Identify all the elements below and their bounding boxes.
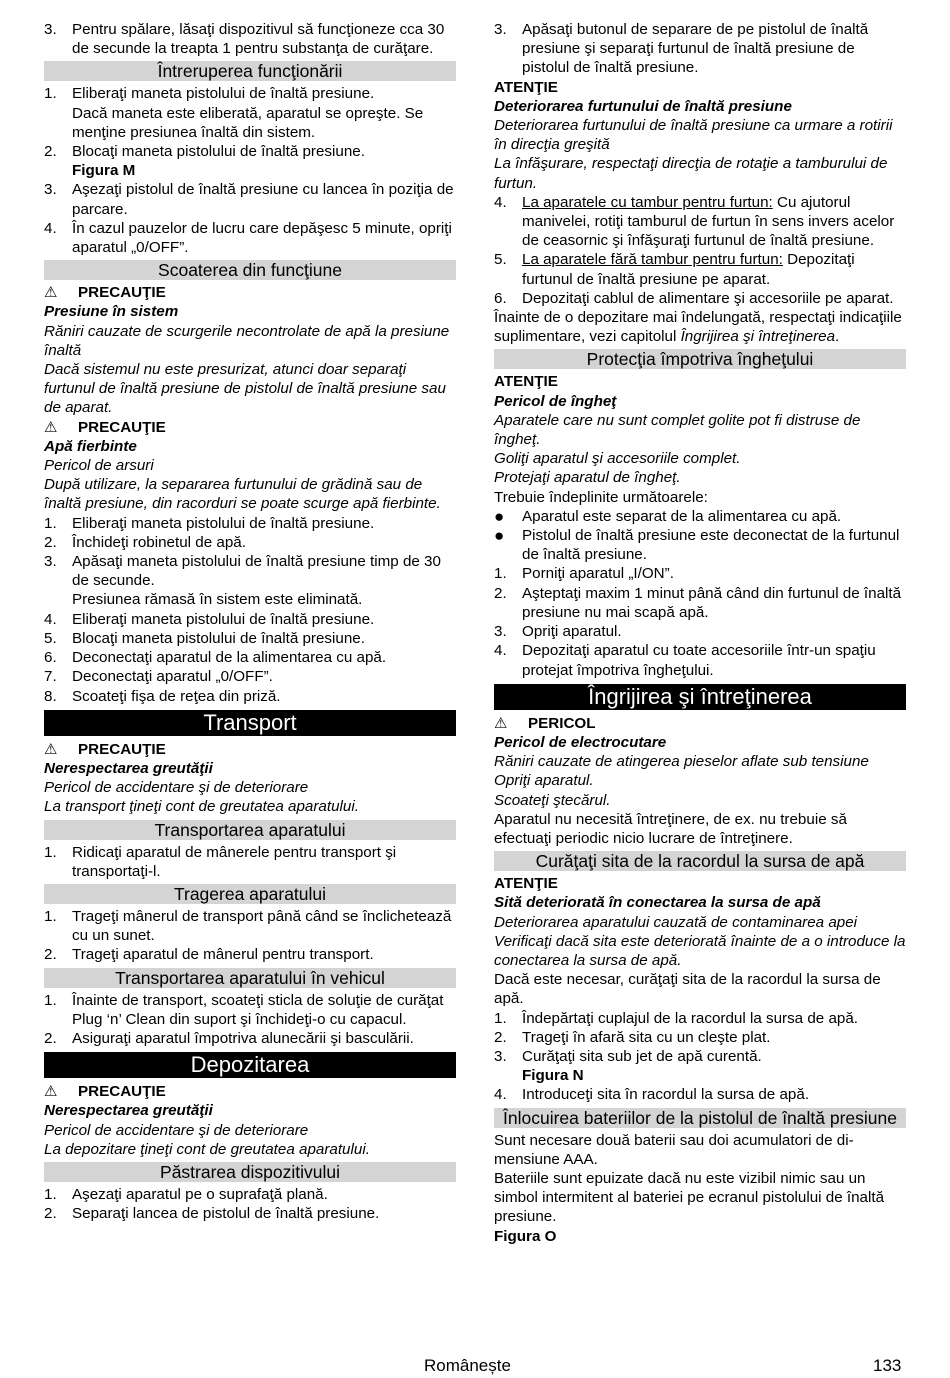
list-item: 8. Scoateţi fişa de reţea din priză. bbox=[44, 687, 281, 705]
warning-text: Aparatele care nu sunt complet golite pot fi distruse de îngheţ. bbox=[494, 411, 861, 449]
warning-text: Pericol de accidentare şi de deteriorare bbox=[44, 1121, 309, 1139]
warning-text: La transport ţineţi cont de greutatea aparatului. bbox=[44, 798, 359, 816]
paragraph: Trebuie îndeplinite următoarele: bbox=[494, 488, 708, 506]
chapter-reference: Îngrijirea şi întreţinerea bbox=[680, 328, 836, 346]
step-note: Dacă maneta este eliberată, aparatul se opreşte. Se menţine presiunea înaltă din sistem. bbox=[72, 104, 424, 141]
section-heading: Scoaterea din funcţiune bbox=[44, 260, 456, 280]
section-heading: Înlocuirea bateriilor de la pistolul de înaltă presiune bbox=[494, 1108, 906, 1128]
list-item: 4. În cazul pauzelor de lucru care depăşesc 5 minute, opriţi aparatul „0/OFF”. bbox=[44, 219, 452, 257]
list-item: 2. Asiguraţi aparatul împotriva alunecării şi basculării. bbox=[44, 1029, 414, 1047]
list-item: 3. Apăsaţi butonul de separare de pe pistolul de înaltă presiune şi separaţi furtunul de înaltă presiune de pistolul de înaltă presiune. bbox=[494, 21, 869, 77]
list-item: 3. Curăţaţi sita sub jet de apă curentă. bbox=[494, 1047, 762, 1065]
warning-text: Răniri cauzate de scurgerile necontrolate de apă la presiune înaltă bbox=[44, 322, 450, 359]
section-heading: Transportarea aparatului în vehicul bbox=[44, 968, 456, 988]
list-item: 4. La aparatele cu tambur pentru furtun: Cu ajutorul manivelei, rotiţi tamburul de furtun în sens invers acelor de ceasornic şi înfăşuraţi furtunul de înaltă presiune. bbox=[494, 193, 895, 250]
page-number: 133 bbox=[873, 1356, 902, 1375]
list-item: 4. Introduceţi sita în racordul la sursa de apă. bbox=[494, 1086, 810, 1104]
list-item: 4. Eliberaţi maneta pistolului de înaltă presiune. bbox=[44, 610, 375, 628]
paragraph: Bateriile sunt epuizate dacă nu este vizibil nimic sau un simbol intermitent al bateriei pe ecranul pistolului de înaltă presiune. bbox=[494, 1169, 885, 1226]
paragraph: Dacă este necesar, curăţaţi sita de la racordul la sursa de apă. bbox=[494, 971, 881, 1008]
list-item: 2. Trageţi în afară sita cu un cleşte plat. bbox=[494, 1028, 771, 1046]
section-heading: Tragerea aparatului bbox=[44, 884, 456, 904]
warning-title: Nerespectarea greutăţii bbox=[44, 1102, 213, 1120]
list-item: 3. Apăsaţi maneta pistolului de înaltă presiune timp de 30 de secunde. bbox=[44, 553, 441, 590]
list-item: 2. Aşteptaţi maxim 1 minut până când din furtunul de înaltă presiune nu mai scapă apă. bbox=[494, 584, 902, 621]
warning-text: Răniri cauzate de atingerea pieselor aflate sub tensiune bbox=[494, 753, 869, 771]
caution-label: ⚠ PRECAUŢIE bbox=[44, 418, 166, 436]
list-item: 2. Trageţi aparatul de mânerul pentru transport. bbox=[44, 946, 374, 964]
warning-triangle-icon: ⚠ bbox=[44, 740, 58, 758]
warning-text: La depozitare ţineţi cont de greutatea aparatului. bbox=[44, 1140, 370, 1158]
warning-triangle-icon: ⚠ bbox=[44, 418, 58, 436]
warning-title: Pericol de îngheţ bbox=[494, 392, 617, 410]
attention-label: ATENŢIE bbox=[494, 373, 558, 391]
list-item: 5. Blocaţi maneta pistolului de înaltă presiune. bbox=[44, 629, 365, 647]
section-heading: Întreruperea funcţionării bbox=[44, 61, 456, 81]
warning-triangle-icon: ⚠ bbox=[44, 1083, 58, 1101]
section-heading: Curăţaţi sita de la racordul la sursa de apă bbox=[494, 851, 906, 871]
warning-text: Deteriorarea aparatului cauzată de contaminarea apei bbox=[494, 913, 858, 931]
warning-text: Scoateţi ştecărul. bbox=[494, 791, 611, 809]
step-note: Presiunea rămasă în sistem este eliminată. bbox=[72, 591, 363, 609]
warning-title: Apă fierbinte bbox=[44, 437, 137, 455]
warning-title: Presiune în sistem bbox=[44, 303, 179, 321]
warning-text: Opriţi aparatul. bbox=[494, 772, 594, 790]
paragraph: Aparatul nu necesită întreţinere, de ex. nu trebuie să efectuaţi periodic nicio lucrare de întreţinere. bbox=[494, 810, 847, 847]
list-item: 1. Eliberaţi maneta pistolului de înaltă presiune. bbox=[44, 514, 375, 532]
list-item: 1. Trageţi mânerul de transport până când se înclichetează cu un sunet. bbox=[44, 907, 452, 945]
attention-label: ATENŢIE bbox=[494, 78, 558, 96]
danger-label: ⚠ PERICOL bbox=[494, 714, 596, 732]
warning-triangle-icon: ⚠ bbox=[44, 284, 58, 302]
warning-title: Deteriorarea furtunului de înaltă presiune bbox=[494, 97, 792, 115]
warning-text: La înfăşurare, respectaţi direcţia de rotaţie a tamburului de furtun. bbox=[494, 155, 888, 192]
list-item: 1. Eliberaţi maneta pistolului de înaltă presiune. bbox=[44, 85, 375, 103]
bullet-item: ● Pistolul de înaltă presiune este deconectat de la furtunul de înaltă presiune. bbox=[494, 526, 900, 564]
list-item: 2. Blocaţi maneta pistolului de înaltă presiune. bbox=[44, 143, 365, 161]
section-heading: Transportarea aparatului bbox=[44, 820, 456, 840]
warning-text: Dacă sistemul nu este presurizat, atunci doar separaţi furtunul de înaltă presiune de pistolul de înaltă presiune sau de aparat. bbox=[44, 361, 446, 417]
list-item: 6. Deconectaţi aparatul de la alimentarea cu apă. bbox=[44, 649, 387, 667]
warning-text: Deteriorarea furtunului de înaltă presiune ca urmare a rotirii în direcţia greşită bbox=[494, 117, 893, 154]
list-item: 3. Pentru spălare, lăsaţi dispozitivul să funcţioneze cca 30 de secunde la treapta 1 pentru substanţa de curăţare. bbox=[44, 21, 445, 58]
list-item: 3. Aşezaţi pistolul de înaltă presiune cu lancea în poziţia de parcare. bbox=[44, 181, 454, 218]
caution-label: ⚠ PRECAUŢIE bbox=[44, 1083, 166, 1101]
list-item: 1. Îndepărtaţi cuplajul de la racordul la sursa de apă. bbox=[494, 1009, 859, 1027]
list-item: 1. Aşezaţi aparatul pe o suprafaţă plană. bbox=[44, 1185, 328, 1203]
warning-title: Sită deteriorată în conectarea la sursa de apă bbox=[494, 894, 821, 912]
section-heading: Protecţia împotriva îngheţului bbox=[494, 349, 906, 369]
list-item: 4. Depozitaţi aparatul cu toate accesoriile într-un spaţiu protejat împotriva îngheţului. bbox=[494, 642, 876, 679]
left-column bbox=[44, 20, 456, 1223]
warning-text: După utilizare, la separarea furtunului de grădină sau de înaltă presiune, din racorduri se poate scurge apă fierbinte. bbox=[44, 476, 441, 513]
caution-label: ⚠ PRECAUŢIE bbox=[44, 284, 166, 302]
paragraph: Înainte de o depozitare mai îndelungată, respectaţi indicaţiile suplimentare, vezi capitolul Îngrijirea şi întreţinerea. bbox=[494, 309, 902, 346]
figure-reference: Figura M bbox=[72, 162, 136, 180]
figure-reference: Figura O bbox=[494, 1227, 557, 1245]
list-item: 1. Porniţi aparatul „I/ON”. bbox=[494, 565, 674, 583]
warning-text: Protejaţi aparatul de îngheţ. bbox=[494, 469, 681, 487]
chapter-heading: Îngrijirea şi întreţinerea bbox=[494, 684, 906, 710]
attention-label: ATENŢIE bbox=[494, 875, 558, 893]
list-item: 7. Deconectaţi aparatul „0/OFF”. bbox=[44, 668, 273, 686]
list-item: 1. Înainte de transport, scoateţi sticla de soluţie de curăţat Plug ‘n’ Clean din suport şi închideţi-o cu capacul. bbox=[44, 991, 444, 1028]
warning-text: Verificaţi dacă sita este deteriorată înainte de a o introduce la conectarea la sursa de apă. bbox=[494, 932, 906, 969]
section-heading: Păstrarea dispozitivului bbox=[44, 1162, 456, 1182]
caution-label: ⚠ PRECAUŢIE bbox=[44, 740, 166, 758]
warning-triangle-icon: ⚠ bbox=[494, 714, 508, 732]
figure-reference: Figura N bbox=[522, 1067, 584, 1085]
warning-text: Pericol de arsuri bbox=[44, 457, 154, 475]
list-item: 6. Depozitaţi cablul de alimentare şi accesoriile pe aparat. bbox=[494, 289, 894, 307]
list-item: 2. Separaţi lancea de pistolul de înaltă presiune. bbox=[44, 1205, 380, 1223]
list-item: 5. La aparatele fără tambur pentru furtun: Depozitaţi furtunul de înaltă presiune pe aparat. bbox=[494, 251, 855, 288]
warning-text: Goliţi aparatul şi accesoriile complet. bbox=[494, 450, 741, 468]
list-item: 1. Ridicaţi aparatul de mânerele pentru transport şi transportaţi-l. bbox=[44, 843, 397, 880]
bullet-item: ● Aparatul este separat de la alimentarea cu apă. bbox=[494, 506, 842, 526]
chapter-heading: Depozitarea bbox=[44, 1052, 456, 1078]
bullet-icon: ● bbox=[494, 526, 505, 546]
bullet-icon: ● bbox=[494, 506, 505, 526]
warning-title: Pericol de electrocutare bbox=[494, 733, 667, 751]
chapter-heading: Transport bbox=[44, 710, 456, 736]
right-column bbox=[494, 20, 906, 1246]
warning-title: Nerespectarea greutăţii bbox=[44, 759, 213, 777]
warning-text: Pericol de accidentare şi de deteriorare bbox=[44, 779, 309, 797]
list-item: 3. Opriţi aparatul. bbox=[494, 623, 622, 641]
list-item: 2. Închideţi robinetul de apă. bbox=[44, 533, 246, 551]
footer-language: Românește bbox=[424, 1356, 511, 1375]
paragraph: Sunt necesare două baterii sau doi acumulatori de dimensiune AAA. bbox=[494, 1131, 854, 1168]
